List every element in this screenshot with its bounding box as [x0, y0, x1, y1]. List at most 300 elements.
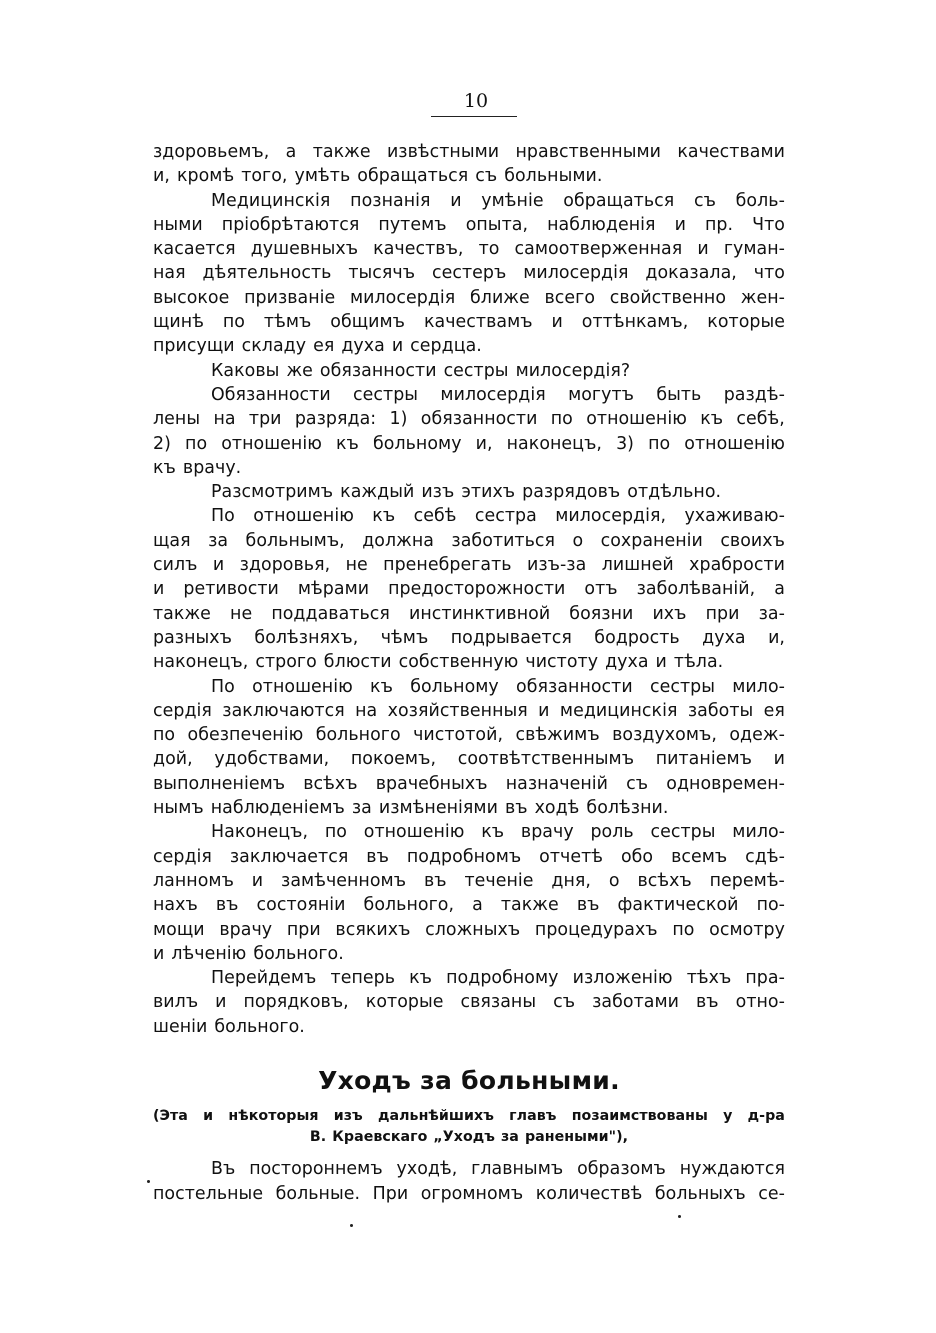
word: се- — [758, 1184, 785, 1204]
word: ея — [313, 336, 335, 357]
word: пріобрѣтаются — [221, 214, 360, 235]
word: порядковъ, — [243, 992, 349, 1013]
word: заботы — [687, 700, 754, 721]
word: сестры — [649, 676, 715, 697]
word: Обязанности — [211, 384, 331, 405]
word: „Уходъ — [433, 1129, 496, 1145]
word: главнымъ — [471, 1159, 564, 1179]
word: разрядовъ — [522, 482, 621, 503]
word: изъ-за — [526, 555, 587, 576]
word: медицинскія — [559, 700, 678, 721]
word: своихъ — [720, 530, 785, 551]
word: предосторожности — [388, 579, 566, 600]
text-line — [153, 723, 785, 747]
section-body-text — [153, 1157, 785, 1207]
word: умѣніе — [481, 190, 544, 211]
word: качествъ, — [373, 239, 464, 260]
text-line — [153, 602, 785, 626]
word: пренебрегать — [383, 555, 512, 576]
word: свѣжимъ — [515, 725, 600, 746]
word: отчетѣ — [539, 846, 604, 867]
word: чѣмъ — [380, 627, 429, 648]
word: а — [285, 142, 297, 162]
word: въ — [215, 895, 239, 916]
word: качествами — [677, 142, 785, 162]
word: заботиться — [451, 530, 556, 551]
word: съ — [553, 992, 576, 1013]
word: врачу. — [182, 457, 242, 478]
word: врачу — [520, 822, 574, 843]
word: назначеній — [505, 773, 608, 794]
page-number: 10 — [463, 90, 489, 112]
word: бодрость — [594, 627, 680, 648]
text-line — [153, 310, 785, 334]
word: и, — [475, 433, 493, 454]
word: поддаваться — [271, 603, 390, 624]
word: дня, — [551, 870, 591, 891]
word: болѣзняхъ, — [254, 627, 359, 648]
text-line — [153, 286, 785, 310]
word: складу — [241, 336, 307, 357]
word: Медицинскія — [211, 190, 331, 211]
text-line — [153, 845, 785, 869]
word: и — [251, 870, 264, 891]
word: познанія — [350, 190, 431, 211]
word: осмотру — [709, 919, 785, 940]
word: больному — [410, 676, 499, 697]
word: вилъ — [153, 992, 199, 1013]
word: лены — [153, 409, 201, 430]
word: по — [185, 433, 208, 454]
text-line — [153, 626, 785, 650]
word: опыта, — [465, 214, 529, 235]
word: отношенію — [684, 433, 785, 454]
word: извѣстными — [386, 142, 500, 162]
word: на — [213, 409, 236, 430]
body-text — [153, 140, 785, 1039]
word: при — [286, 919, 321, 940]
word: высокое — [153, 287, 230, 308]
word: и — [551, 312, 563, 333]
word: ближе — [470, 287, 530, 308]
word: милосердія — [440, 384, 546, 405]
word: наблюденіемъ — [210, 798, 345, 819]
word: д-ра — [747, 1108, 785, 1124]
word: заключается — [229, 846, 349, 867]
word: отъ — [584, 579, 618, 600]
word: Наконецъ, — [211, 822, 309, 843]
word: общимъ — [330, 312, 406, 333]
text-line — [153, 1015, 785, 1039]
word: также — [500, 895, 559, 916]
word: ными — [153, 214, 203, 235]
word: измѣненіями — [378, 798, 498, 819]
word: лишней — [601, 555, 674, 576]
text-line — [153, 407, 785, 431]
word: пра- — [745, 968, 785, 989]
word: Каковы — [211, 360, 280, 381]
word: себѣ, — [736, 409, 785, 430]
text-line — [153, 893, 785, 917]
word: по — [550, 409, 573, 430]
section-title: Уходъ за больными. — [318, 1066, 620, 1095]
word: питаніемъ — [655, 749, 752, 770]
word: за — [501, 1129, 519, 1145]
word: дѣятельность — [202, 263, 332, 284]
print-speck — [147, 1180, 150, 1183]
word: заключаются — [222, 700, 345, 721]
word: ланномъ — [153, 870, 234, 891]
word: больного, — [363, 895, 455, 916]
word: и, — [153, 166, 170, 187]
word: съ — [475, 166, 498, 187]
word: тѣхъ — [686, 968, 732, 989]
word: больного. — [253, 943, 344, 964]
word: въ — [366, 846, 389, 867]
word: мѣрами — [297, 579, 370, 600]
word: то — [478, 239, 500, 260]
word: постельные — [153, 1184, 264, 1204]
word: путемъ — [378, 214, 447, 235]
word: сложныхъ — [425, 919, 521, 940]
word: духа — [605, 652, 649, 673]
word: мило- — [732, 676, 785, 697]
word: больному — [372, 433, 462, 454]
word: сестра — [474, 506, 537, 527]
word: храбрости — [689, 555, 785, 576]
word: ранеными"), — [524, 1129, 629, 1145]
word: отношенію — [253, 506, 354, 527]
word: ухаживаю- — [684, 506, 785, 527]
word: всякихъ — [335, 919, 411, 940]
word: всего — [544, 287, 596, 308]
word: за- — [758, 603, 785, 624]
word: обязанности — [516, 676, 633, 697]
word: Перейдемъ — [211, 968, 317, 989]
word: образомъ — [577, 1159, 666, 1179]
word: раздѣ- — [723, 384, 785, 405]
word: и — [674, 214, 686, 235]
word: въ — [576, 895, 600, 916]
word: свойственно — [609, 287, 727, 308]
word: оттѣнкамъ, — [581, 312, 689, 333]
word: милосердія — [350, 287, 456, 308]
word: присущи — [153, 336, 235, 357]
word: и — [153, 943, 165, 964]
word: этихъ — [461, 482, 516, 503]
word: по — [324, 822, 347, 843]
word: нравственными — [515, 142, 661, 162]
word: блюсти — [323, 652, 392, 673]
word: теченіе — [464, 870, 534, 891]
word: обращаться — [357, 166, 469, 187]
word: теперь — [330, 968, 396, 989]
text-line — [153, 966, 785, 990]
text-line — [153, 529, 785, 553]
word: По — [211, 676, 235, 697]
word: воздухомъ, — [612, 725, 717, 746]
text-line — [153, 918, 785, 942]
text-line — [153, 869, 785, 893]
word: по — [648, 433, 671, 454]
text-line — [153, 480, 785, 504]
word: и — [538, 700, 550, 721]
text-line — [153, 140, 785, 164]
word: касается — [153, 239, 236, 260]
word: изъ — [333, 1108, 363, 1124]
word: и — [655, 652, 667, 673]
word: обо — [620, 846, 654, 867]
word: главъ — [509, 1108, 557, 1124]
word: къ — [700, 409, 724, 430]
word: одновремен- — [666, 773, 785, 794]
word: сестры — [353, 384, 419, 405]
word: ихъ — [652, 603, 687, 624]
word: заботами — [592, 992, 679, 1013]
word: а — [472, 895, 483, 916]
word: больного — [315, 725, 401, 746]
word: на — [355, 700, 378, 721]
word: разряда: — [294, 409, 377, 430]
word: заболѣваній, — [636, 579, 756, 600]
word: изъ — [421, 482, 455, 503]
word: шеніи — [153, 1016, 208, 1037]
word: при — [705, 603, 740, 624]
word: не — [230, 603, 253, 624]
word: того, — [241, 166, 288, 187]
text-line — [153, 383, 785, 407]
text-line — [153, 990, 785, 1014]
word: къ — [153, 457, 176, 478]
word: роль — [590, 822, 634, 843]
text-line — [153, 189, 785, 213]
word: тѣмъ — [263, 312, 312, 333]
word: отношенію — [586, 409, 687, 430]
word: дой, — [153, 749, 193, 770]
word: призваніе — [244, 287, 336, 308]
text-line — [153, 820, 785, 844]
word: обезпеченію — [187, 725, 304, 746]
text-line — [153, 553, 785, 577]
word: мило- — [732, 822, 785, 843]
word: больного. — [214, 1016, 305, 1037]
word: ная — [153, 263, 186, 284]
word: 1) — [389, 409, 408, 430]
word: могутъ — [568, 384, 634, 405]
word: отношенію — [363, 822, 465, 843]
text-line — [153, 942, 785, 966]
word: которые — [365, 992, 444, 1013]
word: къ — [409, 968, 433, 989]
print-speck — [350, 1224, 353, 1227]
word: тысячъ — [348, 263, 416, 284]
text-line — [153, 699, 785, 723]
word: три — [248, 409, 282, 430]
text-line — [153, 747, 785, 771]
word: Въ — [211, 1159, 236, 1179]
word: о — [572, 530, 584, 551]
word: щая — [153, 530, 191, 551]
word: въ — [504, 798, 528, 819]
word: душевныхъ — [250, 239, 359, 260]
text-line — [153, 504, 785, 528]
text-line — [153, 359, 785, 383]
word: огромномъ — [420, 1184, 524, 1204]
word: обращаться — [563, 190, 675, 211]
word: а — [774, 579, 785, 600]
word: по — [222, 312, 245, 333]
text-line — [153, 261, 785, 285]
word: себѣ — [413, 506, 457, 527]
word: къ — [370, 676, 393, 697]
word: обязанности — [319, 360, 437, 381]
word: хозяйственныя — [387, 700, 528, 721]
text-line — [153, 456, 785, 480]
word: По — [211, 506, 235, 527]
word: болѣзни. — [586, 798, 669, 819]
word: 2) — [153, 433, 171, 454]
word: и — [391, 336, 404, 357]
word: жен- — [740, 287, 785, 308]
word: больнымъ, — [245, 530, 345, 551]
word: перемѣ- — [709, 870, 785, 891]
word: съ — [694, 190, 716, 211]
word: также — [312, 142, 371, 162]
word: боязни — [569, 603, 634, 624]
word: позаимствованы — [571, 1108, 708, 1124]
word: каждый — [340, 482, 415, 503]
word: самоотверженная — [514, 239, 683, 260]
word: подрывается — [450, 627, 572, 648]
word: быть — [656, 384, 702, 405]
word: Что — [752, 214, 785, 235]
word: собственную — [398, 652, 519, 673]
word: къ — [336, 433, 359, 454]
word: за — [208, 530, 229, 551]
word: больныхъ — [654, 1184, 746, 1204]
word: къ — [481, 822, 505, 843]
word: отношенію — [221, 433, 322, 454]
word: духа — [341, 336, 385, 357]
word: сердія — [153, 700, 212, 721]
text-line — [153, 772, 785, 796]
word: наблюденія — [547, 214, 656, 235]
word: количествѣ — [535, 1184, 643, 1204]
word: изложенію — [572, 968, 673, 989]
word: состояніи — [256, 895, 346, 916]
word: всѣхъ — [637, 870, 692, 891]
word: по — [153, 725, 176, 746]
word: уходѣ, — [396, 1159, 458, 1179]
word: должна — [362, 530, 434, 551]
word: (Эта — [153, 1108, 188, 1124]
word: духа — [702, 627, 746, 648]
word: всемъ — [671, 846, 728, 867]
word: съ — [626, 773, 649, 794]
word: доказала, — [645, 263, 737, 284]
word: фактической — [617, 895, 739, 916]
word: мощи — [153, 919, 205, 940]
word: чистоту — [525, 652, 599, 673]
word: тѣла. — [673, 652, 724, 673]
word: обязанности — [420, 409, 538, 430]
word: нымъ — [153, 798, 204, 819]
word: по — [672, 919, 695, 940]
word: же — [286, 360, 313, 381]
word: отдѣльно. — [627, 482, 722, 503]
text-line — [153, 675, 785, 699]
word: 3) — [616, 433, 635, 454]
word: подробномъ — [406, 846, 522, 867]
word: отно- — [735, 992, 785, 1013]
text-line — [153, 1157, 785, 1182]
word: сердца. — [410, 336, 482, 357]
word: дальнѣйшихъ — [377, 1108, 494, 1124]
print-speck — [678, 1215, 681, 1218]
word: нахъ — [153, 895, 198, 916]
word: о — [608, 870, 620, 891]
word: замѣченномъ — [281, 870, 407, 891]
word: и, — [768, 627, 785, 648]
text-line — [153, 1182, 785, 1207]
word: удобствами, — [214, 749, 330, 770]
text-line — [153, 1127, 785, 1148]
word: сердія — [153, 846, 212, 867]
text-line — [153, 650, 785, 674]
word: гуман- — [723, 239, 785, 260]
word: за — [351, 798, 372, 819]
word: Краевскаго — [332, 1129, 428, 1145]
word: не — [345, 555, 368, 576]
word: выполненіемъ — [153, 773, 286, 794]
word: всѣхъ — [303, 773, 358, 794]
text-line — [153, 237, 785, 261]
word: подробному — [446, 968, 559, 989]
word: силъ — [153, 555, 198, 576]
text-line — [153, 796, 785, 820]
header-rule — [431, 116, 517, 117]
word: которые — [707, 312, 785, 333]
word: также — [153, 603, 211, 624]
word: разныхъ — [153, 627, 232, 648]
word: чистотой, — [413, 725, 504, 746]
word: больные. — [275, 1184, 361, 1204]
word: милосердія? — [515, 360, 631, 381]
word: у — [723, 1108, 733, 1124]
word: сохраненіи — [600, 530, 703, 551]
section-note — [153, 1106, 785, 1148]
word: къ — [372, 506, 396, 527]
word: въ — [423, 870, 447, 891]
word: здоровьемъ, — [153, 142, 270, 162]
word: наконецъ, — [506, 433, 602, 454]
word: одеж- — [729, 725, 785, 746]
word: качествамъ — [423, 312, 533, 333]
text-line — [153, 334, 785, 358]
word: сдѣ- — [745, 846, 785, 867]
word: умѣть — [294, 166, 351, 187]
word: и — [153, 579, 165, 600]
word: и — [773, 749, 785, 770]
word: что — [753, 263, 785, 284]
word: инстинктивной — [409, 603, 551, 624]
word: наконецъ, — [153, 652, 249, 673]
word: сестры — [650, 822, 716, 843]
word: въ — [695, 992, 719, 1013]
word: милосердія, — [555, 506, 667, 527]
word: и — [450, 190, 462, 211]
word: соотвѣтственнымъ — [457, 749, 635, 770]
